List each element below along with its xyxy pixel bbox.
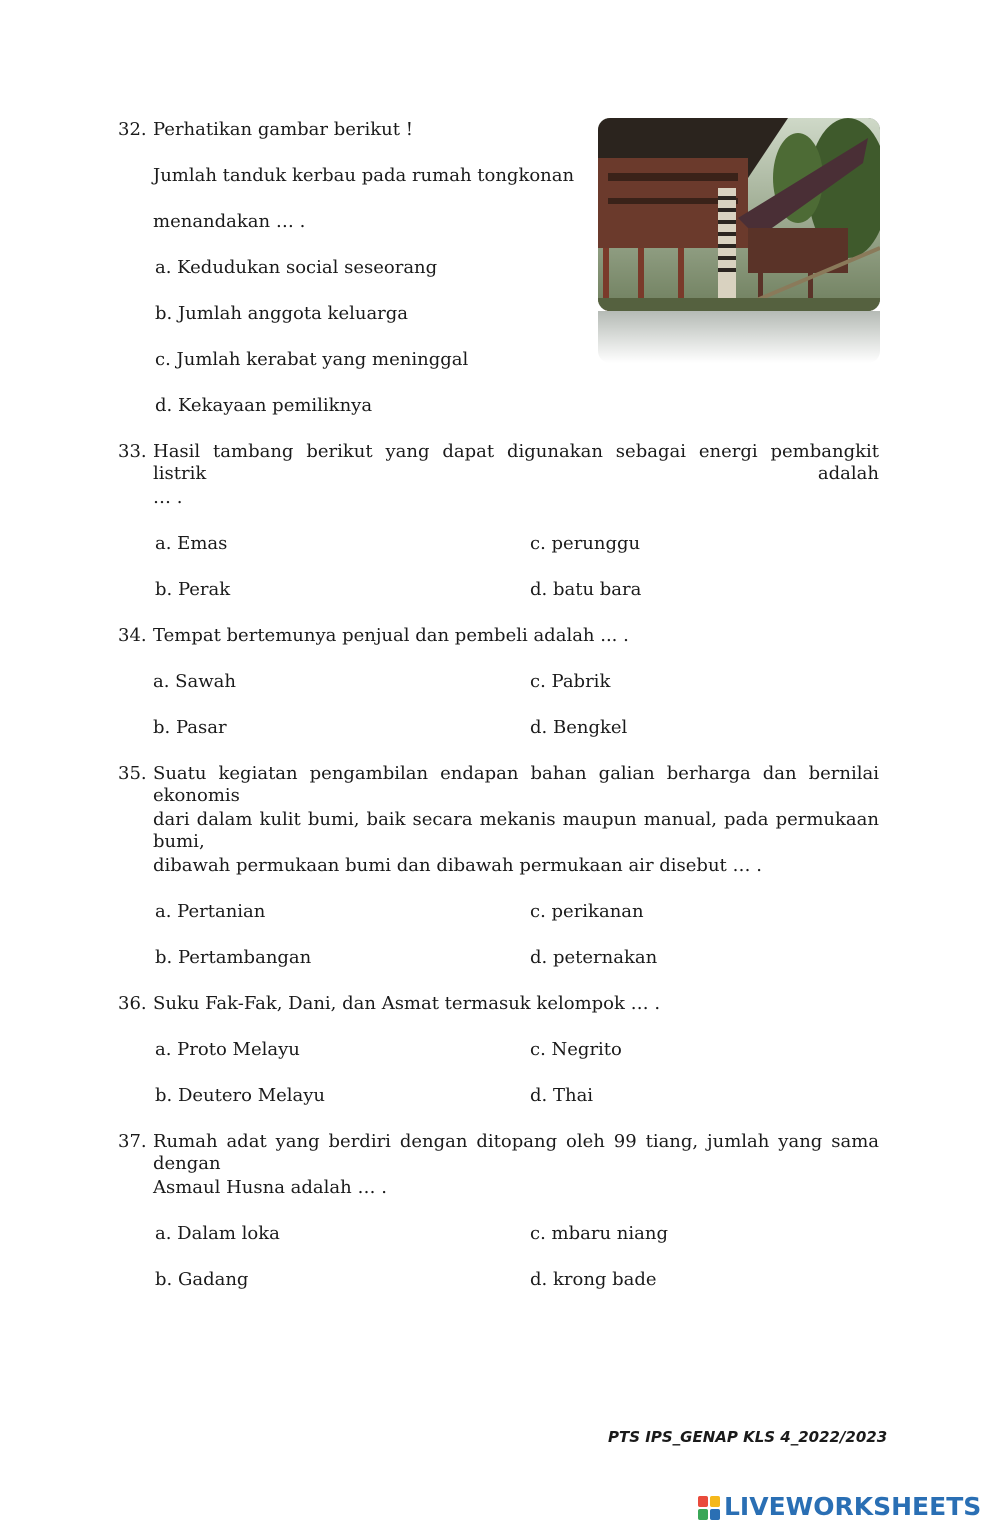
question-34-number: 34. [118,625,147,646]
question-32-number: 32. [118,119,147,140]
liveworksheets-brand[interactable]: LIVEWORKSHEETS [724,1492,982,1521]
question-34-option-a[interactable]: a. Sawah [153,671,236,692]
question-37-option-b[interactable]: b. Gadang [155,1269,249,1290]
question-35-option-b[interactable]: b. Pertambangan [155,947,312,968]
question-36-option-d[interactable]: d. Thai [530,1085,594,1106]
question-33-text-line-2: … . [153,487,183,508]
question-37-option-d[interactable]: d. krong bade [530,1269,657,1290]
question-34-option-d[interactable]: d. Bengkel [530,717,628,738]
tongkonan-house-photo [598,118,880,363]
question-34-option-b[interactable]: b. Pasar [153,717,227,738]
question-36-number: 36. [118,993,147,1014]
question-33-option-b[interactable]: b. Perak [155,579,231,600]
question-36-option-a[interactable]: a. Proto Melayu [155,1039,300,1060]
question-33-number: 33. [118,441,147,462]
question-36-option-b[interactable]: b. Deutero Melayu [155,1085,326,1106]
question-33-option-c[interactable]: c. perunggu [530,533,641,554]
footer-exam-label: PTS IPS_GENAP KLS 4_2022/2023 [608,1428,888,1446]
question-36-text-line-1: Suku Fak-Fak, Dani, dan Asmat termasuk kelompok … . [153,993,661,1014]
question-37-text-line-2: Asmaul Husna adalah … . [153,1177,387,1198]
question-34-text-line-1: Tempat bertemunya penjual dan pembeli adalah ... . [153,625,629,646]
question-32-option-c[interactable]: c. Jumlah kerabat yang meninggal [155,349,469,370]
question-33-text-line-1: Hasil tambang berikut yang dapat digunakan sebagai energi pembangkit listrik adalah [153,441,879,484]
question-32-option-d[interactable]: d. Kekayaan pemiliknya [155,395,373,416]
question-35-number: 35. [118,763,147,784]
question-33-option-d[interactable]: d. batu bara [530,579,642,600]
question-35-text-line-1: Suatu kegiatan pengambilan endapan bahan galian berharga dan bernilai ekonomis [153,763,879,806]
question-37-number: 37. [118,1131,147,1152]
question-35-option-d[interactable]: d. peternakan [530,947,658,968]
question-32-option-b[interactable]: b. Jumlah anggota keluarga [155,303,409,324]
question-32-text-line-2: Jumlah tanduk kerbau pada rumah tongkonan [153,165,575,186]
question-32-text-line-1: Perhatikan gambar berikut ! [153,119,413,140]
question-33-option-a[interactable]: a. Emas [155,533,228,554]
question-35-option-a[interactable]: a. Pertanian [155,901,266,922]
question-37-text-line-1: Rumah adat yang berdiri dengan ditopang oleh 99 tiang, jumlah yang sama dengan [153,1131,879,1174]
question-35-text-line-3: dibawah permukaan bumi dan dibawah permukaan air disebut … . [153,855,762,876]
question-37-option-c[interactable]: c. mbaru niang [530,1223,668,1244]
question-37-option-a[interactable]: a. Dalam loka [155,1223,280,1244]
question-34-option-c[interactable]: c. Pabrik [530,671,611,692]
question-32-text-line-3: menandakan … . [153,211,306,232]
liveworksheets-logo-icon [698,1496,720,1520]
question-32-option-a[interactable]: a. Kedudukan social seseorang [155,257,438,278]
question-35-option-c[interactable]: c. perikanan [530,901,644,922]
question-36-option-c[interactable]: c. Negrito [530,1039,622,1060]
question-35-text-line-2: dari dalam kulit bumi, baik secara mekanis maupun manual, pada permukaan bumi, [153,809,879,852]
